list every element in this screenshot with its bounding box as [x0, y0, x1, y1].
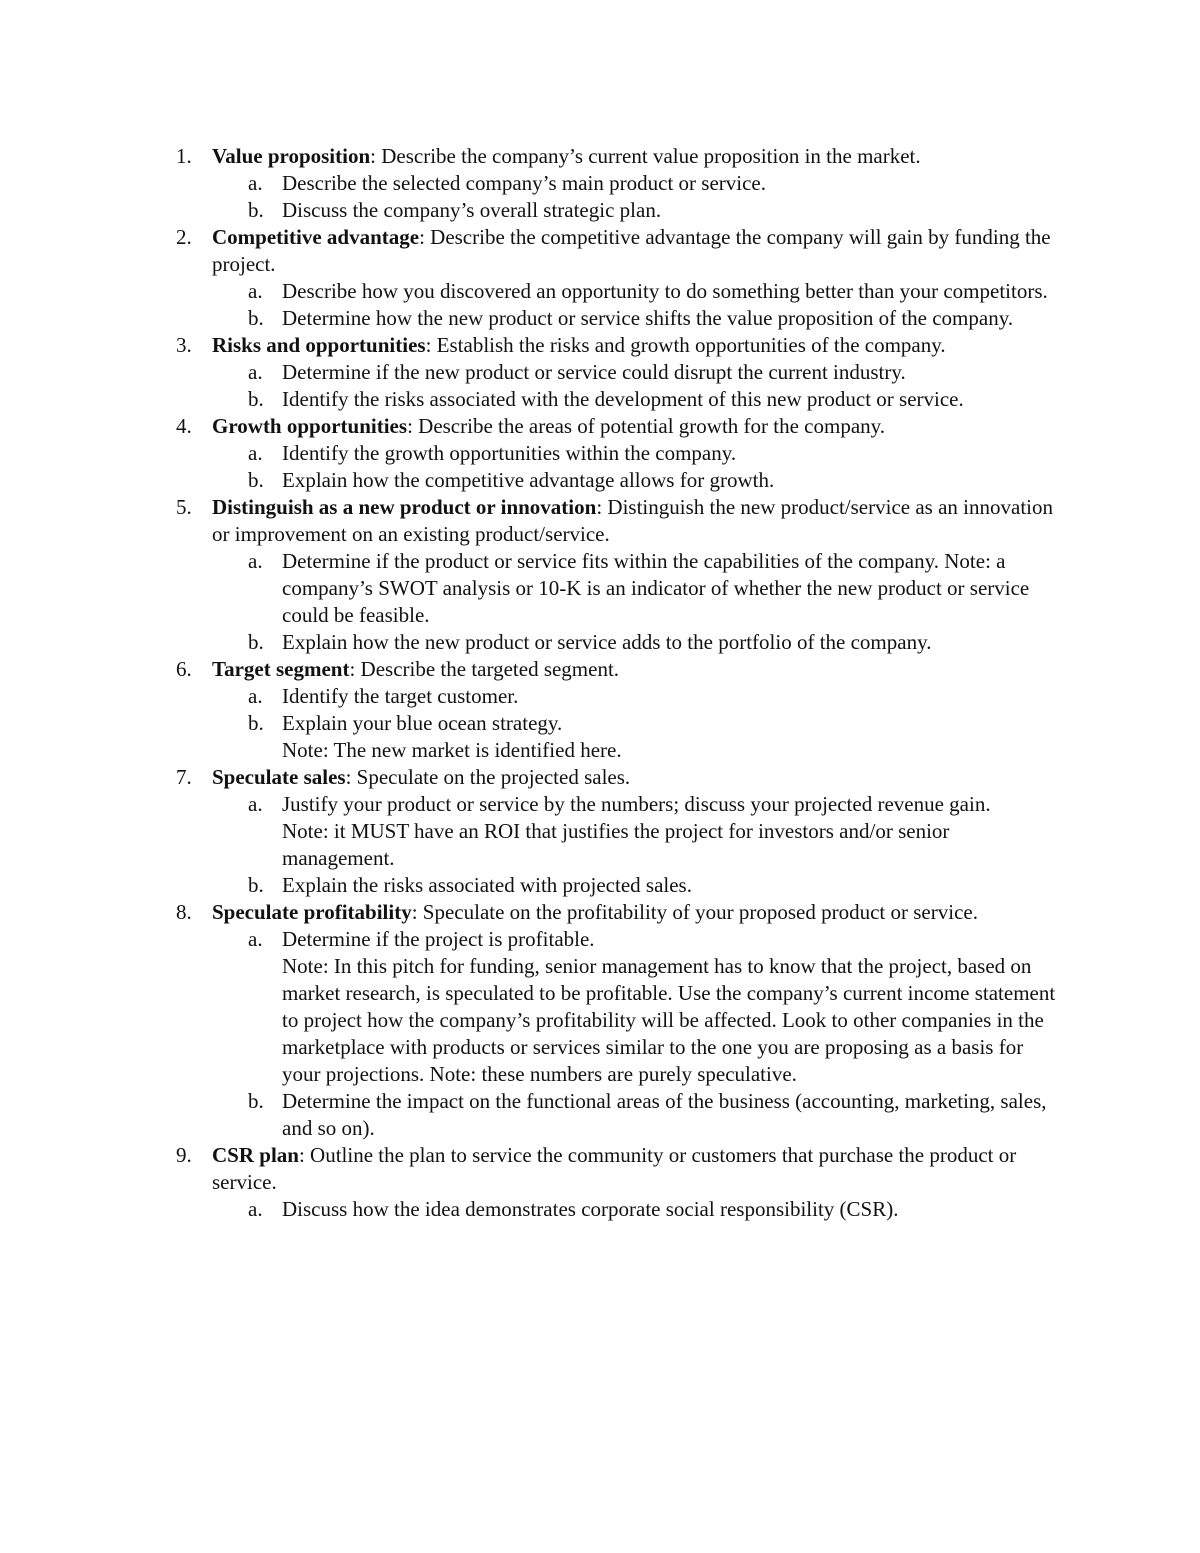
item-description: : Outline the plan to service the community or customers that purchase the product or service. [212, 1143, 1017, 1194]
subitem-text: Explain your blue ocean strategy. [282, 711, 563, 735]
outline-subitem-2b [170, 305, 1060, 332]
item-description: : Describe the competitive advantage the company will gain by funding the project. [212, 225, 1051, 276]
item-title: Target segment [212, 657, 350, 681]
subitem-letter: b. [248, 630, 264, 654]
outline-item-1 [170, 143, 1060, 170]
subitem-letter: b. [248, 198, 264, 222]
subitem-text: Explain the risks associated with projected sales. [282, 873, 692, 897]
subitem-letter: a. [248, 549, 263, 573]
item-title: Speculate profitability [212, 900, 412, 924]
outline-subitem-7a [170, 791, 1060, 818]
item-number: 6. [176, 657, 192, 681]
subitem-text: Determine how the new product or service shifts the value proposition of the company. [282, 306, 1014, 330]
outline-subitem-4a [170, 440, 1060, 467]
subitem-text: Identify the growth opportunities within the company. [282, 441, 737, 465]
subitem-letter: a. [248, 684, 263, 708]
outline-subitem-7b [170, 872, 1060, 899]
subitem-letter: a. [248, 927, 263, 951]
outline-subitem-9a [170, 1196, 1060, 1223]
subitem-letter: b. [248, 873, 264, 897]
item-title: Growth opportunities [212, 414, 408, 438]
outline-subitem-1b [170, 197, 1060, 224]
subitem-text: Determine if the product or service fits within the capabilities of the company. Note: a company’s SWOT analysis or 10-K is an indicator of whether the new product or service could be feasible. [282, 549, 1030, 627]
subitem-letter: b. [248, 468, 264, 492]
outline-item-5 [170, 494, 1060, 548]
subitem-letter: a. [248, 792, 263, 816]
subitem-letter: b. [248, 1089, 264, 1113]
outline-item-6 [170, 656, 1060, 683]
subitem-text: Discuss how the idea demonstrates corporate social responsibility (CSR). [282, 1197, 899, 1221]
subitem-text: Explain how the new product or service adds to the portfolio of the company. [282, 630, 932, 654]
subitem-text: Determine the impact on the functional areas of the business (accounting, marketing, sales, and so on). [282, 1089, 1047, 1140]
item-number: 7. [176, 765, 192, 789]
item-description: : Establish the risks and growth opportunities of the company. [425, 333, 946, 357]
item-number: 8. [176, 900, 192, 924]
item-title: Risks and opportunities [212, 333, 426, 357]
item-number: 4. [176, 414, 192, 438]
outline-item-3 [170, 332, 1060, 359]
item-description: : Distinguish the new product/service as an innovation or improvement on an existing product/service. [212, 495, 1053, 546]
subitem-letter: b. [248, 306, 264, 330]
subitem-text: Discuss the company’s overall strategic plan. [282, 198, 662, 222]
outline-item-7 [170, 764, 1060, 791]
outline-item-8 [170, 899, 1060, 926]
outline-item-9 [170, 1142, 1060, 1196]
subitem-text: Identify the target customer. [282, 684, 519, 708]
subitem-text: Justify your product or service by the numbers; discuss your projected revenue gain. [282, 792, 991, 816]
item-description: : Describe the company’s current value proposition in the market. [370, 144, 921, 168]
item-number: 9. [176, 1143, 192, 1167]
item-number: 1. [176, 144, 192, 168]
outline-subitem-6a [170, 683, 1060, 710]
outline-subitem-8a [170, 926, 1060, 953]
subitem-text: Determine if the project is profitable. [282, 927, 595, 951]
subitem-letter: a. [248, 1197, 263, 1221]
subitem-note: Note: The new market is identified here. [282, 738, 622, 762]
subitem-letter: a. [248, 279, 263, 303]
subitem-text: Describe how you discovered an opportunity to do something better than your competitors. [282, 279, 1048, 303]
item-description: : Speculate on the projected sales. [345, 765, 631, 789]
subitem-text: Determine if the new product or service could disrupt the current industry. [282, 360, 906, 384]
item-number: 2. [176, 225, 192, 249]
subitem-note: Note: it MUST have an ROI that justifies the project for investors and/or senior management. [282, 819, 950, 870]
subitem-letter: b. [248, 387, 264, 411]
outline-subitem-8b [170, 1088, 1060, 1142]
subitem-letter: b. [248, 711, 264, 735]
subitem-note: Note: In this pitch for funding, senior management has to know that the project, based on market research, is speculated to be profitable. Use the company’s current income statement to project how the company’s profitability will be affected. Look to other companies in the marketplace with products or services similar to the one you are proposing as a basis for your projections. Note: these numbers are purely speculative. [282, 954, 1056, 1086]
outline-subitem-6b [170, 710, 1060, 737]
outline-subitem-2a [170, 278, 1060, 305]
numbered-outline [170, 143, 1060, 1223]
item-title: CSR plan [212, 1143, 299, 1167]
item-title: Competitive advantage [212, 225, 420, 249]
subitem-letter: a. [248, 171, 263, 195]
subitem-text: Identify the risks associated with the development of this new product or service. [282, 387, 964, 411]
subitem-text: Explain how the competitive advantage allows for growth. [282, 468, 775, 492]
subitem-letter: a. [248, 441, 263, 465]
subitem-letter: a. [248, 360, 263, 384]
item-description: : Describe the areas of potential growth for the company. [407, 414, 886, 438]
outline-subitem-3b [170, 386, 1060, 413]
outline-item-2 [170, 224, 1060, 278]
item-number: 3. [176, 333, 192, 357]
outline-subitem-5a [170, 548, 1060, 629]
subitem-text: Describe the selected company’s main product or service. [282, 171, 766, 195]
outline-subitem-3a [170, 359, 1060, 386]
outline-item-4 [170, 413, 1060, 440]
item-title: Value proposition [212, 144, 371, 168]
item-description: : Speculate on the profitability of your proposed product or service. [411, 900, 978, 924]
outline-subitem-4b [170, 467, 1060, 494]
item-number: 5. [176, 495, 192, 519]
outline-subitem-5b [170, 629, 1060, 656]
item-title: Speculate sales [212, 765, 346, 789]
outline-subitem-1a [170, 170, 1060, 197]
item-title: Distinguish as a new product or innovation [212, 495, 597, 519]
item-description: : Describe the targeted segment. [349, 657, 620, 681]
